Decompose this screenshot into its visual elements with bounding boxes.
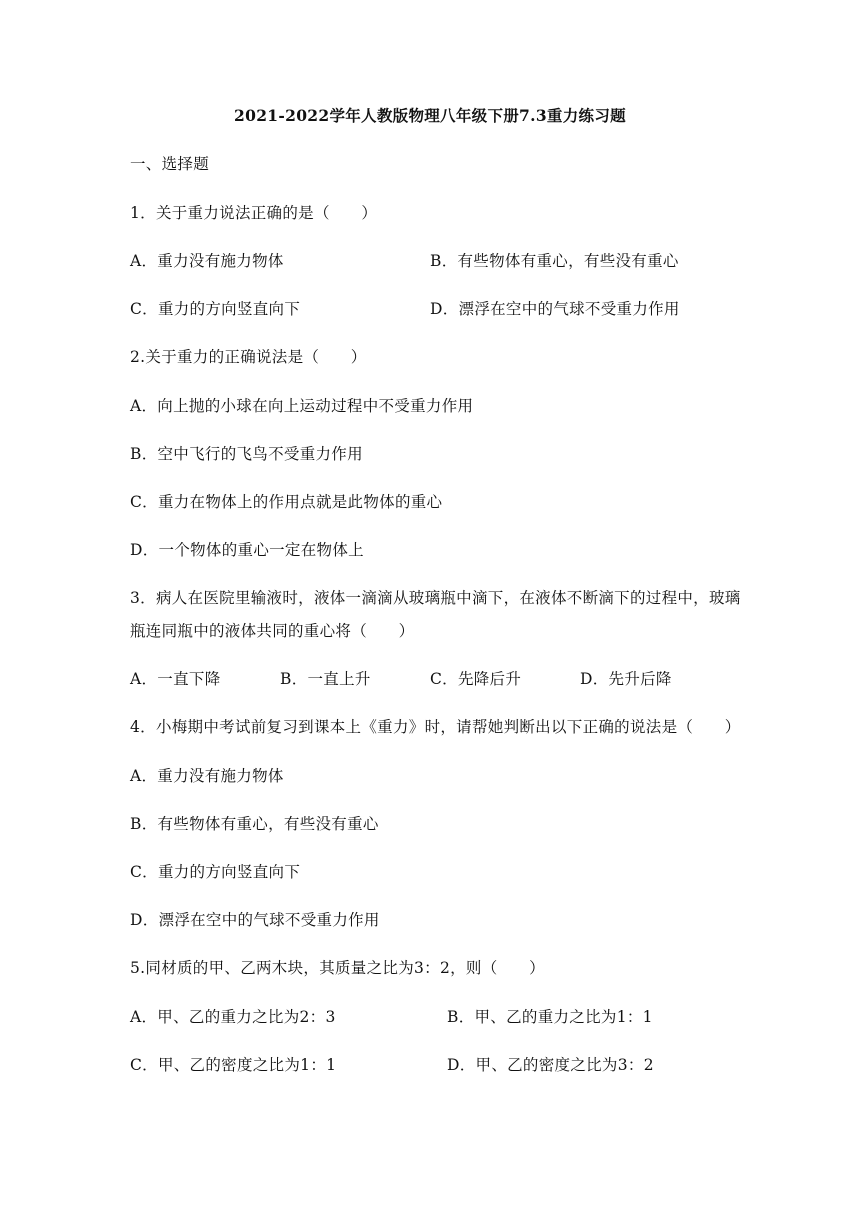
q5-option-b: B．甲、乙的重力之比为1：1 [447, 1008, 653, 1026]
q1-option-b: B．有些物体有重心，有些没有重心 [430, 252, 679, 270]
q4-option-d: D．漂浮在空中的气球不受重力作用 [130, 911, 380, 929]
q2-stem: 2.关于重力的正确说法是（ ） [130, 348, 367, 366]
q5-option-a: A．甲、乙的重力之比为2：3 [130, 1008, 336, 1026]
q3-option-a: A．一直下降 [130, 670, 221, 688]
q5-option-d: D．甲、乙的密度之比为3：2 [447, 1056, 654, 1074]
q4-stem: 4．小梅期中考试前复习到课本上《重力》时，请帮她判断出以下正确的说法是（ ） [130, 718, 741, 736]
q3-stem-line1: 3．病人在医院里输液时，液体一滴滴从玻璃瓶中滴下，在液体不断滴下的过程中，玻璃 [130, 589, 741, 607]
q1-option-c: C．重力的方向竖直向下 [130, 300, 301, 318]
section-heading: 一、选择题 [130, 155, 210, 173]
q3-option-c: C．先降后升 [430, 670, 522, 688]
q1-option-a: A．重力没有施力物体 [130, 252, 284, 270]
q4-option-b: B．有些物体有重心，有些没有重心 [130, 815, 379, 833]
q3-option-b: B．一直上升 [280, 670, 371, 688]
q3-option-d: D．先升后降 [580, 670, 672, 688]
q1-option-d: D．漂浮在空中的气球不受重力作用 [430, 300, 680, 318]
q4-option-a: A．重力没有施力物体 [130, 767, 284, 785]
q4-option-c: C．重力的方向竖直向下 [130, 863, 301, 881]
q2-option-d: D．一个物体的重心一定在物体上 [130, 541, 364, 559]
q2-option-a: A．向上抛的小球在向上运动过程中不受重力作用 [130, 397, 474, 415]
q5-option-c: C．甲、乙的密度之比为1：1 [130, 1056, 337, 1074]
document-title: 2021-2022学年人教版物理八年级下册7.3重力练习题 [234, 106, 626, 125]
q1-stem: 1．关于重力说法正确的是（ ） [130, 204, 378, 222]
q5-stem: 5.同材质的甲、乙两木块，其质量之比为3：2，则（ ） [130, 959, 545, 977]
q3-stem-line2: 瓶连同瓶中的液体共同的重心将（ ） [130, 622, 415, 640]
q2-option-c: C．重力在物体上的作用点就是此物体的重心 [130, 493, 443, 511]
q2-option-b: B．空中飞行的飞鸟不受重力作用 [130, 445, 363, 463]
